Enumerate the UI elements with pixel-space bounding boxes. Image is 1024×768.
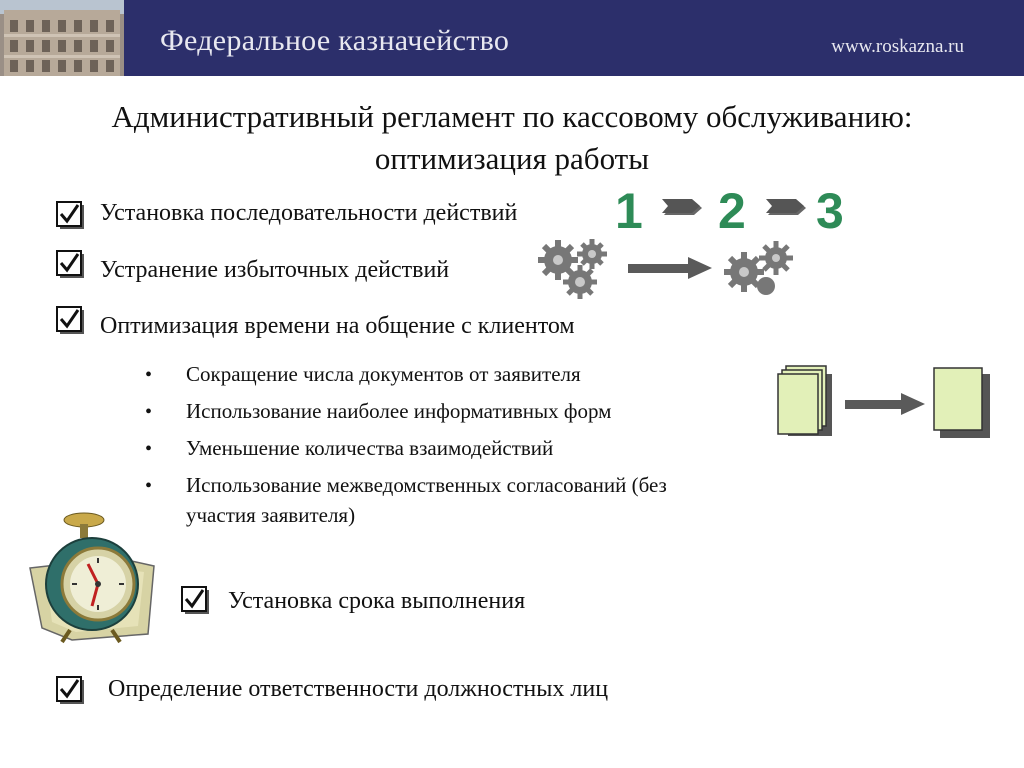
bullet-icon: •: [145, 401, 153, 423]
sub-item-interactions: Уменьшение количества взаимодействий: [186, 436, 554, 460]
org-name: Федеральное казначейство: [160, 24, 510, 57]
chevron-arrow-icon: [660, 198, 704, 218]
website-link[interactable]: www.roskazna.ru: [831, 36, 964, 57]
title-line-2: оптимизация работы: [374, 141, 650, 176]
checklist-item-responsibility: Определение ответственности должностных лиц: [108, 676, 609, 702]
gears-icon: [536, 234, 618, 304]
bullet-icon: •: [145, 475, 153, 497]
building-image: [0, 0, 124, 76]
alarm-clock-icon: [26, 506, 158, 646]
sequence-number-1: 1: [615, 183, 643, 239]
sub-item-documents: Сокращение числа документов от заявителя: [186, 362, 581, 386]
sub-item-interagency: Использование межведомственных согласований (без: [186, 473, 667, 497]
document-stack-icon: [776, 364, 836, 440]
bullet-icon: •: [145, 364, 153, 386]
checkbox-icon: [56, 306, 86, 336]
checkbox-icon: [181, 586, 211, 616]
checklist-item-redundant: Устранение избыточных действий: [100, 257, 450, 283]
sequence-number-3: 3: [816, 183, 844, 239]
checklist-item-client-time: Оптимизация времени на общение с клиентом: [100, 313, 575, 339]
arrow-right-icon: [628, 256, 714, 280]
checklist-item-sequence: Установка последовательности действий: [100, 200, 518, 226]
page-title: [40, 96, 984, 180]
gears-icon: [722, 236, 798, 302]
sequence-number-2: 2: [718, 183, 746, 239]
checklist-item-deadline: Установка срока выполнения: [228, 588, 526, 614]
title-line-1: Административный регламент по кассовому обслуживанию:: [111, 99, 913, 134]
document-icon: [932, 366, 992, 440]
arrow-right-icon: [845, 392, 927, 416]
checkbox-icon: [56, 250, 86, 280]
checkbox-icon: [56, 201, 86, 231]
bullet-icon: •: [145, 438, 153, 460]
chevron-arrow-icon: [764, 198, 808, 218]
checkbox-icon: [56, 676, 86, 706]
header-bar: [0, 0, 1024, 76]
sub-item-interagency-cont: участия заявителя): [186, 503, 356, 527]
sub-item-forms: Использование наиболее информативных форм: [186, 399, 612, 423]
